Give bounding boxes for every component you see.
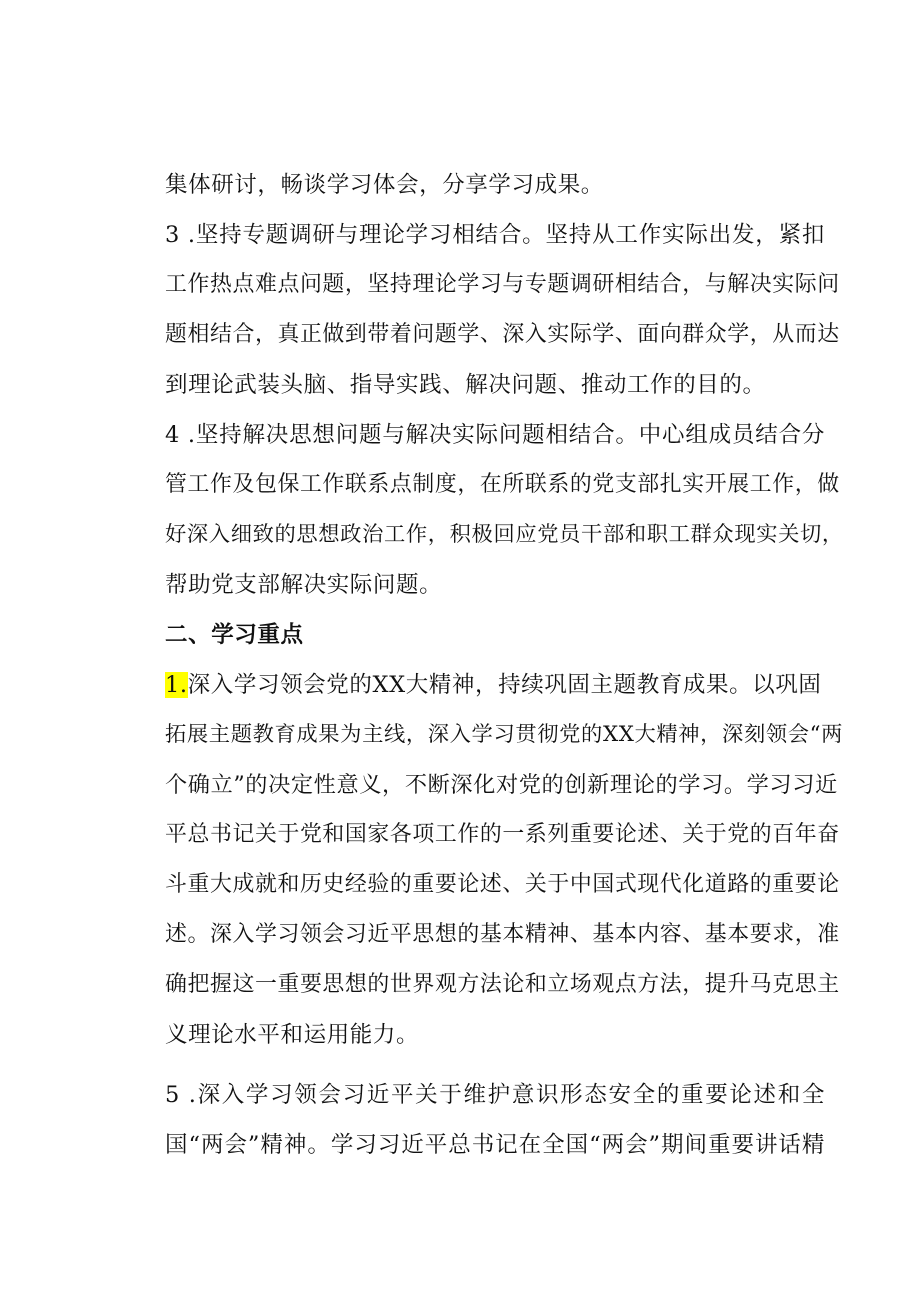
paragraph-line [165,420,825,450]
paragraph-line [165,520,844,550]
paragraph-text: 4 .坚持解决思想问题与解决实际问题相结合。中心组成员结合分 [165,422,825,448]
paragraph-line [165,920,840,950]
paragraph-line: 到理论武装头脑、指导实践、解决问题、推动工作的目的。 [165,372,766,398]
paragraph-text: 确把握这一重要思想的世界观方法论和立场观点方法，提升马克思主 [165,972,840,997]
paragraph-text: 述。深入学习领会习近平思想的基本精神、基本内容、基本要求，准 [165,922,840,947]
item-number-highlight: 1. [165,672,188,698]
paragraph-line [165,220,825,250]
paragraph-line [165,970,840,1000]
paragraph-line [165,320,840,350]
paragraph-line: 义理论水平和运用能力。 [165,1022,420,1048]
paragraph-text: 深入学习领会党的XX大精神，持续巩固主题教育成果。以巩固 [187,672,822,698]
paragraph-text: 斗重大成就和历史经验的重要论述、关于中国式现代化道路的重要论 [165,872,840,897]
paragraph-line [165,1130,825,1160]
paragraph-text: 拓展主题教育成果为主线，深入学习贯彻党的XX大精神，深刻领会“两 [165,722,844,747]
paragraph-line [165,1080,825,1110]
section-heading: 二、学习重点 [165,622,304,648]
paragraph-line: 帮助党支部解决实际问题。 [165,572,443,598]
paragraph-line [165,720,844,750]
paragraph-text: 题相结合，真正做到带着问题学、深入实际学、面向群众学，从而达 [165,322,840,347]
paragraph-line [165,870,840,900]
paragraph-line [165,820,840,850]
paragraph-text: 好深入细致的思想政治工作，积极回应党员干部和职工群众现实关切， [165,522,844,547]
paragraph-text: 3 .坚持专题调研与理论学习相结合。坚持从工作实际出发，紧扣 [165,222,825,248]
paragraph-line: 集体研讨，畅谈学习体会，分享学习成果。 [165,172,604,198]
paragraph-text: 管工作及包保工作联系点制度，在所联系的党支部扎实开展工作，做 [165,472,840,497]
paragraph-line [165,770,838,800]
paragraph-text: 5 .深入学习领会习近平关于维护意识形态安全的重要论述和全 [165,1082,825,1108]
paragraph-line [165,470,840,500]
paragraph-text: 国“两会”精神。学习习近平总书记在全国“两会”期间重要讲话精 [165,1132,825,1158]
paragraph-text: 工作热点难点问题，坚持理论学习与专题调研相结合，与解决实际问 [165,272,840,297]
paragraph-line [165,670,825,700]
paragraph-line [165,270,840,300]
paragraph-text: 个确立”的决定性意义，不断深化对党的创新理论的学习。学习习近 [165,772,838,798]
paragraph-text: 平总书记关于党和国家各项工作的一系列重要论述、关于党的百年奋 [165,822,840,847]
